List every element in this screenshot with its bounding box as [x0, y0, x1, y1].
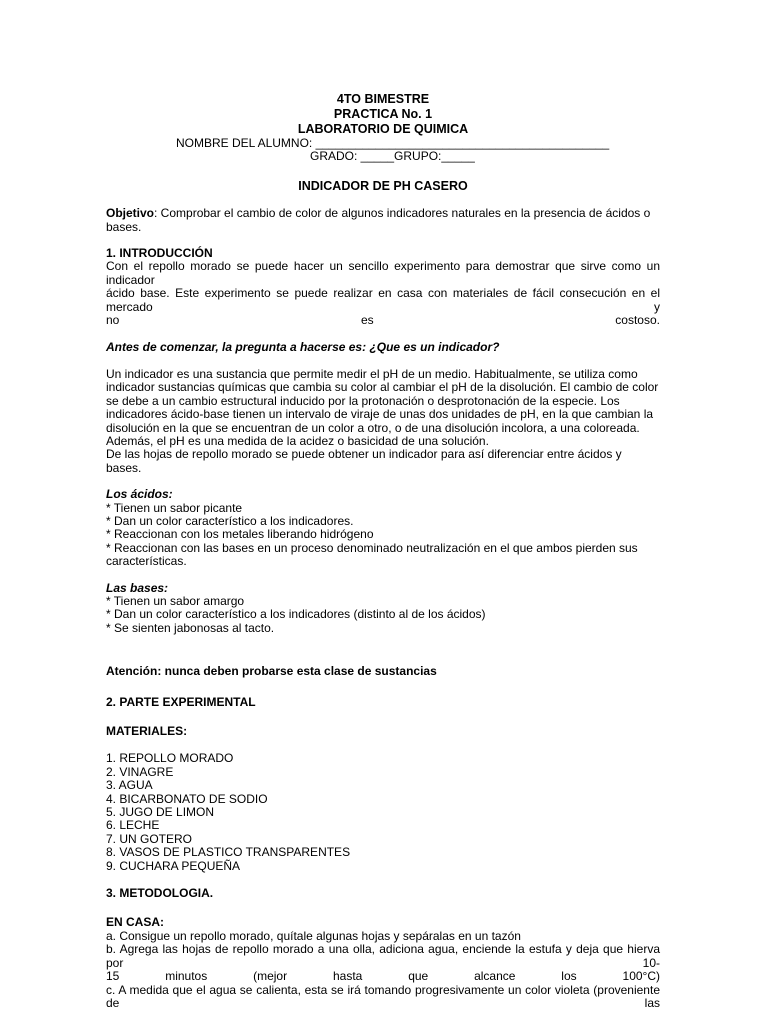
materials-heading: MATERIALES: [106, 724, 188, 738]
at-home-heading: EN CASA: [106, 915, 165, 930]
list-item: * Dan un color característico a los indicadores. [106, 513, 354, 528]
step-c-line-1: c. A medida que el agua se calienta, esta se irá tomando progresivamente un color violeta (proveniente de las [106, 982, 660, 1010]
list-item: 4. BICARBONATO DE SODIO [106, 791, 268, 806]
list-item: 6. LECHE [106, 818, 160, 833]
step-b-line-2: 15 minutos (mejor hasta que alcance los 100°C) [106, 969, 660, 984]
cabbage-indicator-paragraph: De las hojas de repollo morado se puede obtener un indicador para así diferenciar entre ácidos y bases. [106, 447, 622, 475]
list-item: 7. UN GOTERO [106, 831, 193, 846]
list-item: 8. VASOS DE PLASTICO TRANSPARENTES [106, 845, 351, 860]
intro-heading: 1. INTRODUCCIÓN [106, 246, 213, 261]
list-item: 2. VINAGRE [106, 764, 174, 779]
intro-line-3: no es costoso. [106, 313, 660, 328]
document-content [106, 92, 660, 1010]
step-a: a. Consigue un repollo morado, quítale algunas hojas y sepáralas en un tazón [106, 928, 521, 943]
grade-group-field: GRADO: _____GRUPO:_____ [310, 149, 475, 164]
list-item: * Dan un color característico a los indicadores (distinto al de los ácidos) [106, 607, 486, 622]
experimental-heading: 2. PARTE EXPERIMENTAL [106, 694, 256, 709]
list-item: * Tienen un sabor picante [106, 500, 243, 515]
bases-heading: Las bases: [106, 580, 169, 595]
header-practica: PRACTICA No. 1 [333, 107, 433, 121]
list-item: 3. AGUA [106, 778, 153, 793]
list-item: * Reaccionan con los metales liberando hidrógeno [106, 527, 374, 542]
objective-paragraph [106, 207, 660, 234]
step-b-line-1: b. Agrega las hojas de repollo morado a una olla, adiciona agua, enciende la estufa y deja que hierva por 10- [106, 942, 660, 970]
list-item: 1. REPOLLO MORADO [106, 751, 234, 766]
indicator-question: Antes de comenzar, la pregunta a hacerse es: ¿Que es un indicador? [106, 340, 500, 355]
list-item: 9. CUCHARA PEQUEÑA [106, 858, 241, 873]
objective-label: Objetivo [106, 206, 155, 221]
intro-line-1: Con el repollo morado se puede hacer un sencillo experimento para demostrar que sirve como un indicador [106, 259, 660, 287]
list-item: * Se sienten jabonosas al tacto. [106, 620, 275, 635]
header-bimestre: 4TO BIMESTRE [336, 92, 430, 106]
header-laboratorio: LABORATORIO DE QUIMICA [297, 122, 469, 136]
acids-heading: Los ácidos: [106, 487, 173, 502]
warning-text: Atención: nunca deben probarse esta clase de sustancias [106, 664, 437, 679]
document-title: INDICADOR DE PH CASERO [298, 178, 468, 193]
list-item: 5. JUGO DE LIMON [106, 805, 215, 820]
methodology-heading: 3. METODOLOGIA. [106, 886, 214, 901]
acids-list [106, 502, 660, 569]
list-item: * Reaccionan con las bases en un proceso denominado neutralización en el que ambos pierden sus características. [106, 540, 638, 569]
student-name-field: NOMBRE DEL ALUMNO: ____________________________________________ [176, 136, 610, 150]
bases-list [106, 595, 660, 635]
list-item: * Tienen un sabor amargo [106, 593, 245, 608]
materials-list [106, 752, 660, 873]
intro-line-2: ácido base. Este experimento se puede realizar en casa con materiales de fácil consecución en el mercado y [106, 286, 660, 314]
objective-text: : Comprobar el cambio de color de algunos indicadores naturales en la presencia de ácidos o bases. [106, 206, 651, 234]
indicator-definition-paragraph: Un indicador es una sustancia que permite medir el pH de un medio. Habitualmente, se utiliza como indicador sustancias químicas que cambia su color al cambiar el pH de la disolución. El cambio de color se debe a un cambio estructural inducido por la protonación o desprotonación de la especie. Los indicadores ácido-base tienen un intervalo de viraje de unas dos unidades de pH, en la que cambian la disolución en la que se encuentran de un color a otro, o de una disolución incolora, a una coloreada. Además, el pH es una medida de la acidez o basicidad de una solución. [106, 366, 659, 448]
